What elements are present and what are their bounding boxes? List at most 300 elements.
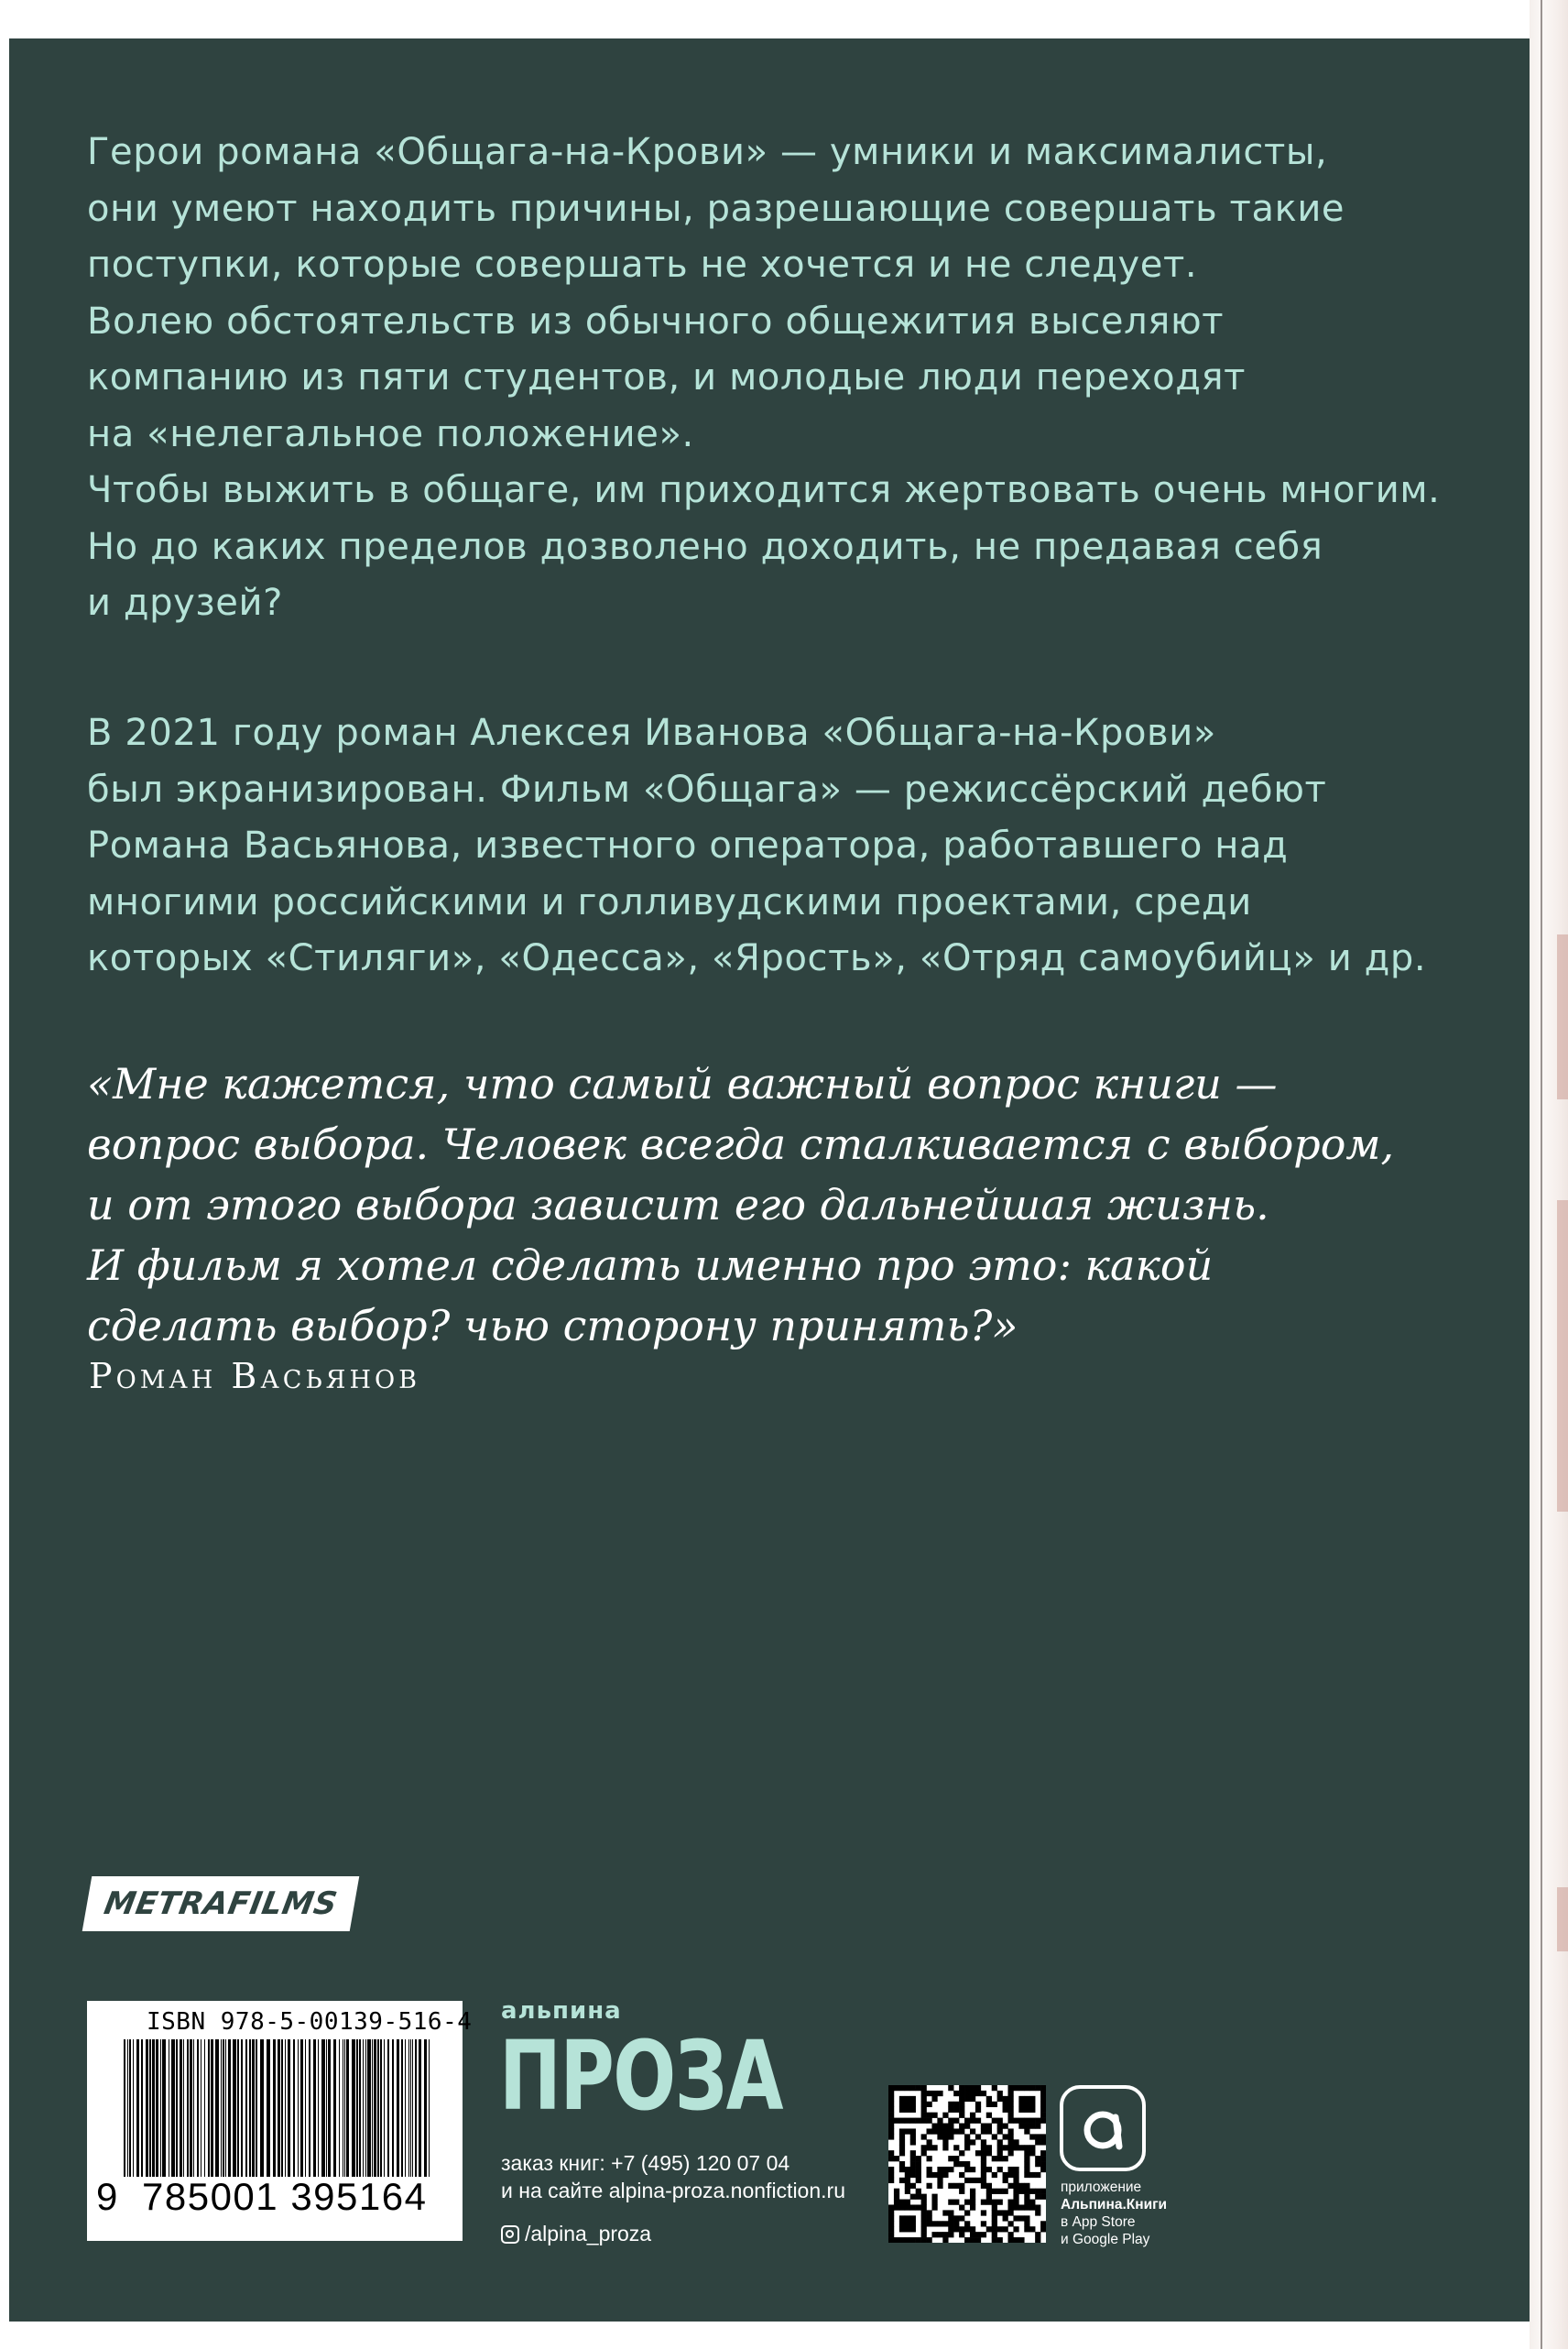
qr-module — [1003, 2156, 1008, 2161]
qr-module — [1018, 2124, 1024, 2129]
qr-module — [942, 2134, 948, 2139]
qr-module — [1029, 2226, 1035, 2232]
qr-module — [1024, 2145, 1029, 2150]
qr-module — [921, 2194, 927, 2200]
qr-module — [927, 2183, 932, 2189]
qr-module — [964, 2091, 970, 2096]
qr-module — [1024, 2194, 1029, 2200]
qr-module — [959, 2124, 964, 2129]
qr-module — [981, 2183, 986, 2189]
qr-module — [927, 2210, 932, 2215]
qr-module — [1040, 2107, 1046, 2113]
qr-module — [899, 2204, 905, 2210]
barcode-bar — [356, 2039, 358, 2177]
qr-module — [894, 2237, 899, 2243]
qr-module — [910, 2161, 916, 2167]
qr-module — [986, 2145, 992, 2150]
barcode-bar — [374, 2039, 376, 2177]
app-promo-line: приложение — [1061, 2180, 1142, 2195]
qr-module — [1003, 2226, 1008, 2232]
qr-module — [953, 2183, 959, 2189]
qr-module — [888, 2113, 894, 2118]
qr-module — [927, 2139, 932, 2145]
spine-shade — [1557, 934, 1568, 1099]
qr-module — [905, 2118, 910, 2124]
qr-module — [1040, 2156, 1046, 2161]
barcode-bar — [309, 2039, 310, 2177]
qr-module — [1007, 2134, 1013, 2139]
barcode-bar — [401, 2039, 403, 2177]
qr-module — [1024, 2102, 1029, 2107]
text-line: Чтобы выжить в общаге, им приходится жертвовать очень многим. — [87, 469, 1441, 511]
qr-module — [986, 2189, 992, 2194]
description-paragraph-1 — [87, 125, 1461, 632]
qr-module — [970, 2226, 975, 2232]
text-line: Романа Васьянова, известного оператора, работавшего над — [87, 825, 1289, 867]
qr-module — [1024, 2189, 1029, 2194]
qr-module — [921, 2150, 927, 2156]
qr-module — [975, 2118, 981, 2124]
qr-module — [905, 2226, 910, 2232]
qr-module — [986, 2167, 992, 2172]
qr-module — [981, 2167, 986, 2172]
qr-module — [1024, 2124, 1029, 2129]
qr-module — [921, 2107, 927, 2113]
qr-module — [1018, 2183, 1024, 2189]
qr-module — [899, 2128, 905, 2134]
qr-module — [948, 2200, 953, 2205]
qr-module — [910, 2215, 916, 2221]
qr-module — [975, 2232, 981, 2237]
qr-module — [910, 2194, 916, 2200]
qr-module — [959, 2096, 964, 2102]
qr-module — [997, 2226, 1003, 2232]
qr-module — [997, 2156, 1003, 2161]
qr-module — [997, 2139, 1003, 2145]
qr-module — [948, 2134, 953, 2139]
qr-module — [948, 2232, 953, 2237]
qr-module — [916, 2161, 921, 2167]
qr-module — [1029, 2134, 1035, 2139]
barcode-bar — [249, 2039, 251, 2177]
qr-module — [986, 2200, 992, 2205]
qr-module — [992, 2156, 997, 2161]
barcode-bar — [333, 2039, 336, 2177]
qr-module — [964, 2200, 970, 2205]
qr-module — [921, 2210, 927, 2215]
qr-module — [905, 2200, 910, 2205]
qr-module — [905, 2128, 910, 2134]
qr-module — [948, 2221, 953, 2226]
qr-module — [948, 2124, 953, 2129]
qr-module — [964, 2139, 970, 2145]
qr-module — [910, 2102, 916, 2107]
qr-module — [953, 2128, 959, 2134]
qr-module — [1040, 2194, 1046, 2200]
qr-module — [905, 2189, 910, 2194]
qr-module — [942, 2124, 948, 2129]
qr-module — [970, 2091, 975, 2096]
qr-module — [899, 2145, 905, 2150]
qr-module — [981, 2150, 986, 2156]
barcode-bar — [288, 2039, 290, 2177]
qr-module — [986, 2183, 992, 2189]
qr-module — [905, 2237, 910, 2243]
qr-module — [1018, 2107, 1024, 2113]
qr-module — [1040, 2167, 1046, 2172]
qr-module — [1018, 2096, 1024, 2102]
barcode-bar — [141, 2039, 143, 2177]
barcode-bar — [267, 2039, 270, 2177]
qr-module — [899, 2161, 905, 2167]
qr-module — [1024, 2221, 1029, 2226]
qr-module — [997, 2189, 1003, 2194]
app-promo-line-bold — [1061, 2196, 1167, 2213]
qr-module — [888, 2085, 894, 2091]
qr-module — [970, 2139, 975, 2145]
qr-module — [910, 2139, 916, 2145]
qr-module — [927, 2237, 932, 2243]
metrafilms-logo — [82, 1876, 360, 1931]
qr-module — [964, 2134, 970, 2139]
qr-module — [970, 2113, 975, 2118]
barcode-bar — [377, 2039, 379, 2177]
qr-module — [910, 2167, 916, 2172]
qr-module — [921, 2237, 927, 2243]
qr-module — [975, 2102, 981, 2107]
metrafilms-logo-text: METRAFILMS — [101, 1885, 341, 1922]
qr-module — [937, 2134, 942, 2139]
qr-module — [975, 2150, 981, 2156]
text-line: и друзей? — [87, 582, 283, 624]
qr-module — [1018, 2189, 1024, 2194]
director-quote — [87, 1054, 1394, 1356]
qr-module — [942, 2232, 948, 2237]
qr-module — [1003, 2172, 1008, 2178]
barcode-bar — [367, 2039, 371, 2177]
barcode-bar — [190, 2039, 192, 2177]
barcode-bar — [183, 2039, 184, 2177]
qr-module — [959, 2091, 964, 2096]
qr-module — [992, 2200, 997, 2205]
qr-module — [1007, 2232, 1013, 2237]
qr-module — [1013, 2189, 1018, 2194]
qr-module — [964, 2226, 970, 2232]
qr-module — [916, 2189, 921, 2194]
qr-module — [997, 2096, 1003, 2102]
barcode-bar — [313, 2039, 316, 2177]
text-line: компанию из пяти студентов, и молодые люди переходят — [87, 356, 1247, 399]
text-line: Но до каких пределов дозволено доходить, не предавая себя — [87, 525, 1323, 568]
qr-module — [905, 2167, 910, 2172]
text-line: Волею обстоятельств из обычного общежития выселяют — [87, 300, 1225, 343]
qr-module — [905, 2085, 910, 2091]
qr-module — [1007, 2118, 1013, 2124]
barcode-bar — [298, 2039, 299, 2177]
qr-module — [1040, 2134, 1046, 2139]
qr-module — [888, 2134, 894, 2139]
qr-module — [959, 2161, 964, 2167]
qr-module — [921, 2145, 927, 2150]
barcode-bar — [352, 2039, 355, 2177]
qr-module — [905, 2178, 910, 2183]
qr-module — [910, 2096, 916, 2102]
qr-module — [1003, 2189, 1008, 2194]
qr-module — [997, 2200, 1003, 2205]
barcode-bar — [305, 2039, 306, 2177]
qr-module — [942, 2210, 948, 2215]
qr-module — [992, 2215, 997, 2221]
qr-module — [986, 2124, 992, 2129]
qr-module — [964, 2145, 970, 2150]
qr-module — [942, 2167, 948, 2172]
qr-module — [1018, 2085, 1024, 2091]
isbn-label: ISBN 978-5-00139-516-4 — [147, 2008, 473, 2036]
text-line: В 2021 году роман Алексея Иванова «Общага-на-Крови» — [87, 712, 1216, 754]
qr-module — [910, 2118, 916, 2124]
instagram-handle-row — [501, 2222, 651, 2246]
qr-module — [1029, 2200, 1035, 2205]
qr-module — [937, 2178, 942, 2183]
qr-module — [981, 2124, 986, 2129]
qr-module — [931, 2194, 937, 2200]
qr-module — [1013, 2204, 1018, 2210]
qr-module — [975, 2237, 981, 2243]
text-line: которых «Стиляги», «Одесса», «Ярость», «Отряд самоубийц» и др. — [87, 937, 1427, 979]
barcode-bar — [221, 2039, 222, 2177]
qr-module — [931, 2232, 937, 2237]
qr-module — [931, 2128, 937, 2134]
qr-module — [888, 2156, 894, 2161]
qr-module — [959, 2215, 964, 2221]
qr-module — [1024, 2156, 1029, 2161]
qr-module — [997, 2145, 1003, 2150]
qr-module — [1003, 2096, 1008, 2102]
qr-module — [899, 2167, 905, 2172]
qr-module — [964, 2118, 970, 2124]
qr-code — [888, 2085, 1046, 2243]
qr-module — [970, 2096, 975, 2102]
qr-module — [927, 2215, 932, 2221]
publisher-brand-logo: ПРОЗА — [499, 2020, 782, 2132]
qr-module — [1035, 2204, 1040, 2210]
qr-module — [899, 2139, 905, 2145]
barcode-bar — [321, 2039, 325, 2177]
barcode-bar — [419, 2039, 421, 2177]
qr-module — [970, 2189, 975, 2194]
qr-module — [1007, 2096, 1013, 2102]
qr-module — [888, 2124, 894, 2129]
qr-module — [992, 2118, 997, 2124]
qr-module — [953, 2102, 959, 2107]
qr-module — [1007, 2102, 1013, 2107]
qr-module — [894, 2194, 899, 2200]
qr-module — [1007, 2204, 1013, 2210]
qr-module — [910, 2150, 916, 2156]
qr-module — [1024, 2118, 1029, 2124]
qr-module — [931, 2200, 937, 2205]
barcode-bar — [300, 2039, 303, 2177]
qr-module — [916, 2085, 921, 2091]
qr-module — [964, 2085, 970, 2091]
qr-module — [888, 2091, 894, 2096]
qr-module — [1003, 2102, 1008, 2107]
text-line: поступки, которые совершать не хочется и не следует. — [87, 244, 1198, 286]
qr-module — [1024, 2172, 1029, 2178]
qr-module — [910, 2085, 916, 2091]
qr-module — [931, 2221, 937, 2226]
qr-module — [1013, 2167, 1018, 2172]
qr-module — [970, 2178, 975, 2183]
qr-module — [959, 2102, 964, 2107]
qr-module — [997, 2128, 1003, 2134]
qr-module — [1007, 2085, 1013, 2091]
qr-module — [975, 2107, 981, 2113]
qr-module — [916, 2118, 921, 2124]
qr-module — [986, 2150, 992, 2156]
qr-module — [948, 2215, 953, 2221]
quote-line: «Мне кажется, что самый важный вопрос книги — — [87, 1059, 1278, 1109]
qr-module — [953, 2091, 959, 2096]
qr-module — [992, 2189, 997, 2194]
qr-module — [959, 2107, 964, 2113]
qr-module — [1029, 2124, 1035, 2129]
barcode-bar — [180, 2039, 182, 2177]
ean-digits: 785001 395164 — [142, 2175, 428, 2218]
qr-module — [1035, 2139, 1040, 2145]
qr-module — [1040, 2150, 1046, 2156]
qr-module — [1018, 2204, 1024, 2210]
qr-module — [981, 2139, 986, 2145]
barcode-bar — [152, 2039, 155, 2177]
quote-line: вопрос выбора. Человек всегда сталкивается с выбором, — [87, 1120, 1395, 1169]
qr-module — [905, 2172, 910, 2178]
barcode-bar — [228, 2039, 231, 2177]
qr-module — [1029, 2145, 1035, 2150]
barcode-bar — [415, 2039, 417, 2177]
qr-module — [1013, 2118, 1018, 2124]
qr-module — [910, 2204, 916, 2210]
qr-module — [888, 2118, 894, 2124]
qr-module — [1007, 2113, 1013, 2118]
qr-module — [992, 2134, 997, 2139]
app-name: Альпина.Книги — [1061, 2197, 1168, 2212]
text-line: многими российскими и голливудскими проектами, среди — [87, 880, 1252, 923]
qr-module — [910, 2183, 916, 2189]
barcode-bar — [405, 2039, 406, 2177]
barcode-bar — [344, 2039, 345, 2177]
qr-module — [953, 2145, 959, 2150]
qr-module — [1035, 2232, 1040, 2237]
qr-module — [937, 2221, 942, 2226]
qr-module — [1040, 2102, 1046, 2107]
qr-module — [888, 2221, 894, 2226]
quote-line: сделать выбор? чью сторону принять?» — [87, 1301, 1018, 1350]
qr-module — [888, 2210, 894, 2215]
qr-module — [1024, 2085, 1029, 2091]
description-paragraph-2 — [87, 705, 1461, 988]
qr-module — [1007, 2091, 1013, 2096]
qr-module — [948, 2102, 953, 2107]
qr-module — [937, 2124, 942, 2129]
qr-module — [953, 2118, 959, 2124]
alpina-app-icon — [1060, 2085, 1146, 2171]
qr-module — [986, 2128, 992, 2134]
app-promo-line: в App Store — [1061, 2214, 1136, 2230]
qr-module — [910, 2107, 916, 2113]
qr-module — [927, 2167, 932, 2172]
qr-module — [975, 2085, 981, 2091]
qr-module — [1024, 2107, 1029, 2113]
qr-module — [1007, 2221, 1013, 2226]
qr-module — [1035, 2156, 1040, 2161]
qr-module — [905, 2215, 910, 2221]
barcode-bar — [392, 2039, 394, 2177]
qr-module — [1035, 2118, 1040, 2124]
qr-module — [921, 2091, 927, 2096]
qr-module — [910, 2156, 916, 2161]
qr-module — [1035, 2172, 1040, 2178]
qr-module — [931, 2113, 937, 2118]
barcode-bar — [339, 2039, 340, 2177]
qr-module — [927, 2172, 932, 2178]
qr-module — [981, 2172, 986, 2178]
qr-module — [981, 2156, 986, 2161]
qr-module — [916, 2156, 921, 2161]
qr-module — [964, 2167, 970, 2172]
qr-module — [899, 2096, 905, 2102]
qr-module — [1024, 2204, 1029, 2210]
qr-module — [888, 2237, 894, 2243]
qr-module — [959, 2150, 964, 2156]
qr-module — [1013, 2226, 1018, 2232]
qr-module — [894, 2189, 899, 2194]
barcode-bar — [326, 2039, 327, 2177]
qr-module — [948, 2156, 953, 2161]
alpina-a-icon — [1075, 2101, 1130, 2156]
qr-module — [1013, 2172, 1018, 2178]
barcode-bars — [124, 2039, 435, 2177]
barcode-bar — [424, 2039, 427, 2177]
qr-module — [981, 2200, 986, 2205]
qr-module — [1013, 2178, 1018, 2183]
qr-module — [959, 2183, 964, 2189]
qr-module — [905, 2102, 910, 2107]
qr-module — [959, 2128, 964, 2134]
qr-module — [1007, 2150, 1013, 2156]
qr-module — [1013, 2237, 1018, 2243]
qr-module — [959, 2085, 964, 2091]
barcode-bar — [318, 2039, 319, 2177]
qr-module — [937, 2183, 942, 2189]
qr-module — [1013, 2194, 1018, 2200]
qr-module — [888, 2102, 894, 2107]
qr-module — [997, 2124, 1003, 2129]
qr-module — [997, 2150, 1003, 2156]
qr-module — [981, 2178, 986, 2183]
qr-module — [899, 2107, 905, 2113]
qr-module — [937, 2172, 942, 2178]
qr-module — [1007, 2237, 1013, 2243]
qr-module — [948, 2128, 953, 2134]
qr-module — [894, 2085, 899, 2091]
qr-module — [921, 2221, 927, 2226]
qr-module — [964, 2096, 970, 2102]
qr-module — [1029, 2150, 1035, 2156]
qr-module — [1024, 2128, 1029, 2134]
qr-module — [964, 2124, 970, 2129]
barcode-bar — [225, 2039, 226, 2177]
